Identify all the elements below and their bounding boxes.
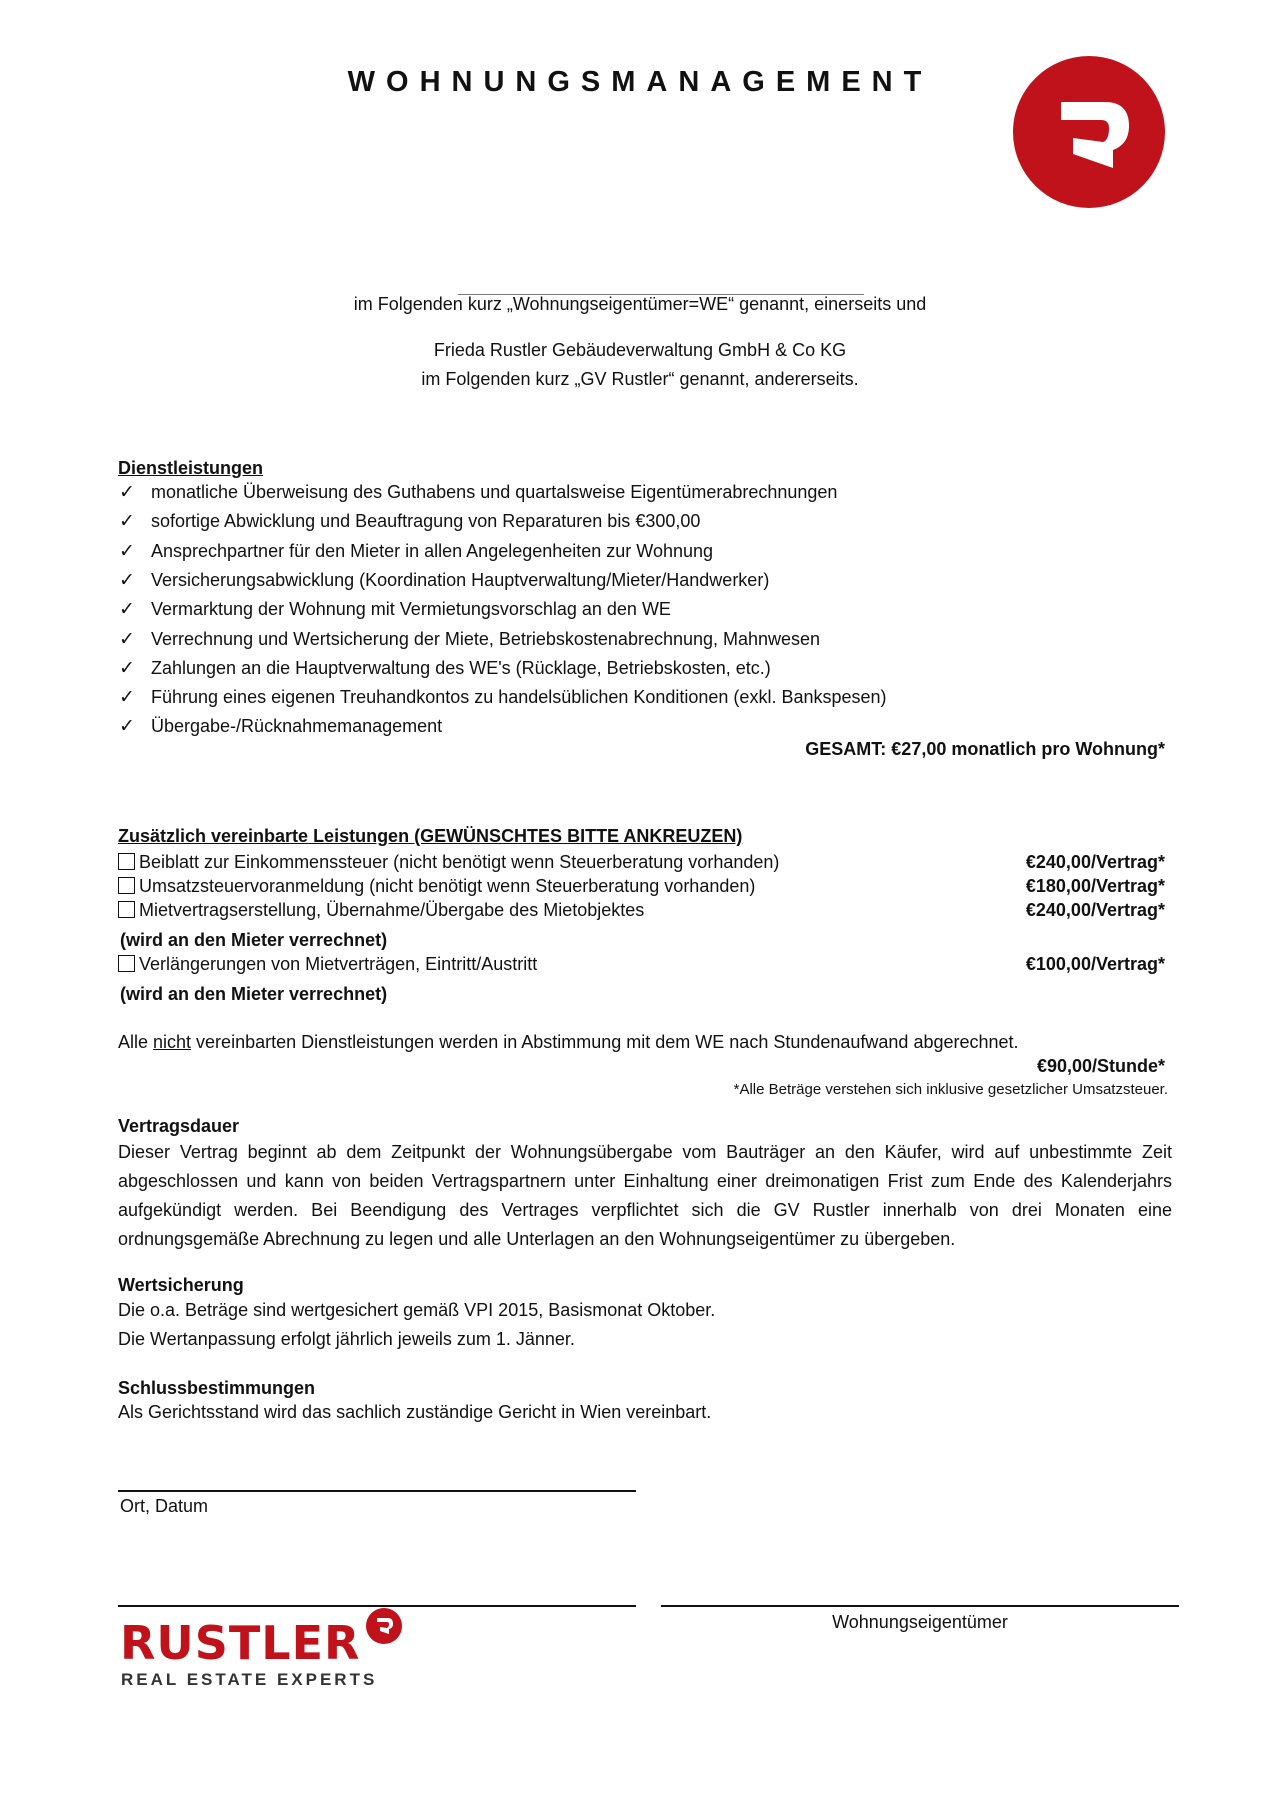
service-item: Verrechnung und Wertsicherung der Miete, Betriebskostenabrechnung, Mahnwesen xyxy=(151,629,821,649)
hourly-pre: Alle xyxy=(118,1032,154,1052)
owner-signature-label: Wohnungseigentümer xyxy=(832,1612,1008,1632)
duration-text: Dieser Vertrag beginnt ab dem Zeitpunkt der Wohnungsübergabe vom Bauträger an den Käufer, wird auf unbestimmte Zeit abgeschlossen und kann von beiden Vertragspartnern unter Einhaltung einer dreimonatigen Frist zum Ende des Kalenderjahrs aufgekündigt werden. Bei Beendigung des Vertrages verpflichtet sich die GV Rustler innerhalb von drei Monaten eine ordnungsgemäße Abrechnung zu legen und alle Unterlagen an den Wohnungseigentümer zu übergeben. xyxy=(118,1142,1172,1249)
checkbox-einkommenssteuer[interactable] xyxy=(118,853,135,870)
rustler-tagline: REAL ESTATE EXPERTS xyxy=(121,1670,378,1689)
extra-item-price: €180,00/Vertrag* xyxy=(1025,876,1165,896)
check-icon: ✓ xyxy=(119,599,135,620)
rustler-logo-icon xyxy=(1013,56,1165,208)
valuation-line-2: Die Wertanpassung erfolgt jährlich jeweils zum 1. Jänner. xyxy=(118,1329,575,1349)
service-item: Versicherungsabwicklung (Koordination Hauptverwaltung/Mieter/Handwerker) xyxy=(151,570,770,590)
hourly-rate: €90,00/Stunde* xyxy=(1036,1056,1165,1076)
company-signature-line xyxy=(118,1605,636,1607)
valuation-heading: Wertsicherung xyxy=(118,1275,244,1295)
extra-item-label: Umsatzsteuervoranmeldung (nicht benötigt wenn Steuerberatung vorhanden) xyxy=(139,876,756,896)
check-icon: ✓ xyxy=(119,716,135,737)
checkbox-umsatzsteuer[interactable] xyxy=(118,877,135,894)
place-date-line xyxy=(118,1490,636,1492)
place-date-label: Ort, Datum xyxy=(120,1496,209,1516)
parties-line-2: Frieda Rustler Gebäudeverwaltung GmbH & Co KG xyxy=(433,340,847,360)
extra-item-price: €100,00/Vertrag* xyxy=(1025,954,1165,974)
extra-item-4 xyxy=(118,954,537,975)
check-icon: ✓ xyxy=(119,511,135,532)
extra-item-label: Beiblatt zur Einkommenssteuer (nicht benötigt wenn Steuerberatung vorhanden) xyxy=(139,852,780,872)
services-total: GESAMT: €27,00 monatlich pro Wohnung* xyxy=(805,739,1165,759)
extra-item-label: Mietvertragserstellung, Übernahme/Übergabe des Mietobjektes xyxy=(139,900,645,920)
rustler-logo-text: RUSTLER xyxy=(120,1616,361,1670)
checkbox-verlaengerung[interactable] xyxy=(118,955,135,972)
document-title: WOHNUNGSMANAGEMENT xyxy=(347,66,933,98)
check-icon: ✓ xyxy=(119,687,135,708)
service-item: Vermarktung der Wohnung mit Vermietungsvorschlag an den WE xyxy=(151,599,671,619)
hourly-post: vereinbarten Dienstleistungen werden in Abstimmung mit dem WE nach Stundenaufwand abgerechnet. xyxy=(191,1032,1019,1052)
hourly-text xyxy=(118,1032,1019,1053)
valuation-line-1: Die o.a. Beträge sind wertgesichert gemäß VPI 2015, Basismonat Oktober. xyxy=(118,1300,716,1320)
service-item: monatliche Überweisung des Guthabens und quartalsweise Eigentümerabrechnungen xyxy=(151,482,838,502)
check-icon: ✓ xyxy=(119,658,135,679)
service-item: sofortige Abwicklung und Beauftragung von Reparaturen bis €300,00 xyxy=(151,511,701,531)
service-item: Übergabe-/Rücknahmemanagement xyxy=(151,716,443,736)
parties-line-3: im Folgenden kurz „GV Rustler“ genannt, andererseits. xyxy=(421,369,859,389)
extra-heading: Zusätzlich vereinbarte Leistungen (GEWÜNSCHTES BITTE ANKREUZEN) xyxy=(118,826,743,846)
checkbox-mietvertrag[interactable] xyxy=(118,901,135,918)
vat-footnote: *Alle Beträge verstehen sich inklusive gesetzlicher Umsatzsteuer. xyxy=(733,1081,1168,1098)
services-heading: Dienstleistungen xyxy=(118,458,264,478)
duration-heading: Vertragsdauer xyxy=(118,1116,240,1136)
extra-item-price: €240,00/Vertrag* xyxy=(1025,900,1165,920)
final-heading: Schlussbestimmungen xyxy=(118,1378,316,1398)
final-text: Als Gerichtsstand wird das sachlich zuständige Gericht in Wien vereinbart. xyxy=(118,1402,712,1422)
extra-item-1 xyxy=(118,852,779,873)
check-icon: ✓ xyxy=(119,541,135,562)
check-icon: ✓ xyxy=(119,629,135,650)
extra-note: (wird an den Mieter verrechnet) xyxy=(120,984,388,1004)
extra-item-price: €240,00/Vertrag* xyxy=(1025,852,1165,872)
extra-item-3 xyxy=(118,900,644,921)
parties-line-1: im Folgenden kurz „Wohnungseigentümer=WE“ genannt, einerseits und xyxy=(353,294,927,314)
extra-item-label: Verlängerungen von Mietverträgen, Eintritt/Austritt xyxy=(139,954,538,974)
hourly-underlined: nicht xyxy=(153,1032,192,1052)
service-item: Führung eines eigenen Treuhandkontos zu handelsüblichen Konditionen (exkl. Bankspesen) xyxy=(151,687,887,707)
service-item: Ansprechpartner für den Mieter in allen Angelegenheiten zur Wohnung xyxy=(151,541,714,561)
check-icon: ✓ xyxy=(119,570,135,591)
extra-item-2 xyxy=(118,876,755,897)
extra-note: (wird an den Mieter verrechnet) xyxy=(120,930,388,950)
check-icon: ✓ xyxy=(119,482,135,503)
rustler-small-logo-icon xyxy=(366,1608,402,1644)
owner-signature-line xyxy=(661,1605,1179,1607)
service-item: Zahlungen an die Hauptverwaltung des WE's (Rücklage, Betriebskosten, etc.) xyxy=(151,658,771,678)
